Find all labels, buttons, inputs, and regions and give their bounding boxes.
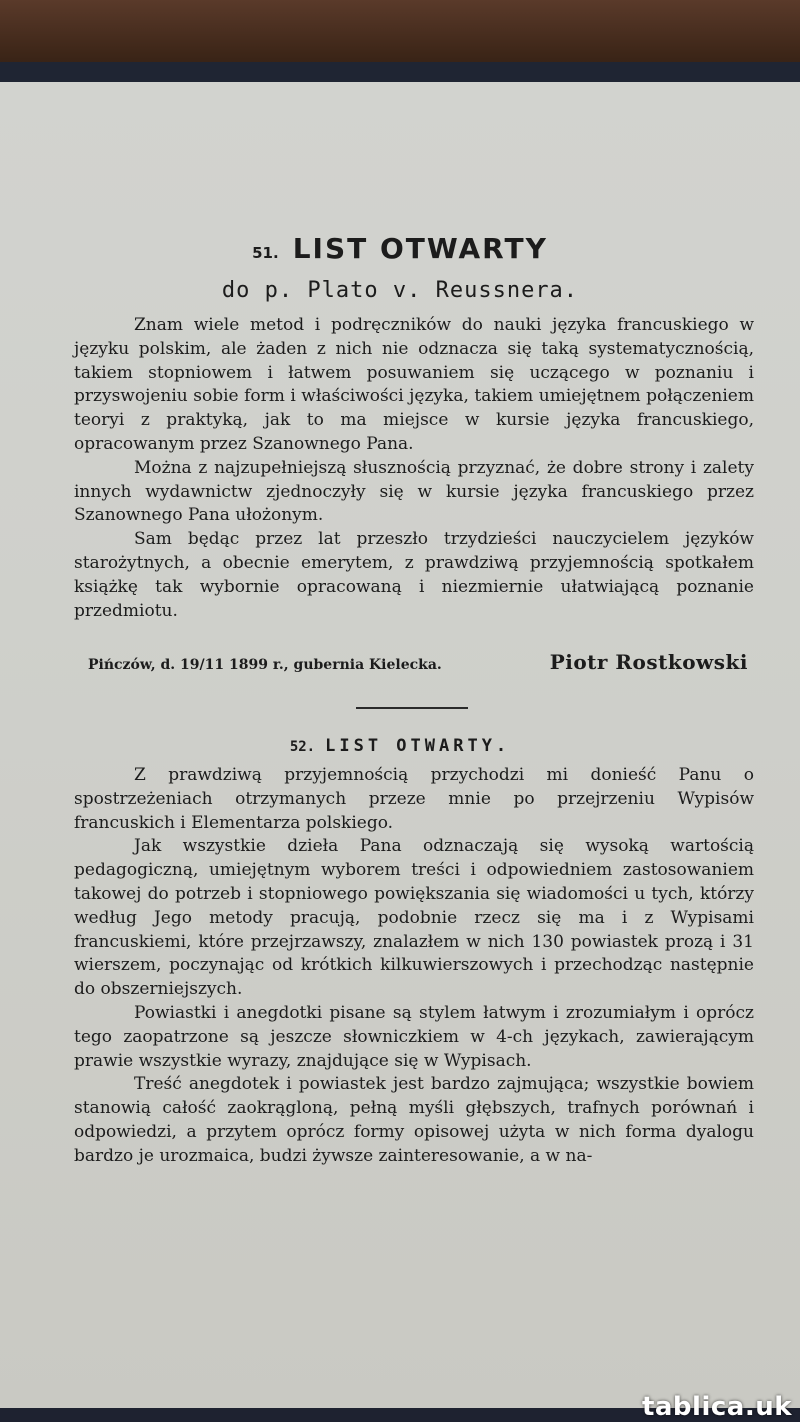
letter-51-heading [0,232,800,265]
letter-52-paragraph: Powiastki i anegdotki pisane są stylem łatwym i zrozumiałym i oprócz tego zaopatrzone są jeszcze słowniczkiem w 4-ch językach, zawierającym prawie wszystkie wyrazy, znajdujące się w Wypisach. [74,1002,754,1071]
letter-51-paragraph: Można z najzupełniejszą słusznością przyznać, że dobre strony i zalety innych wydawnictw zjednoczyły się w kursie języka francuskiego przez Szanownego Pana ułożonym. [74,457,754,526]
letter-52-heading [0,736,800,756]
watermark-logo: tablica.uk [641,1392,792,1422]
letter-51-paragraph: Znam wiele metod i podręczników do nauki języka francuskiego w języku polskim, ale żaden z nich nie odznacza się taką systematycznością, takiem stopniowem i łatwem posuwaniem się uczącego w poznaniu i przyswojeniu sobie form i właściwości języka, takiem umiejętnem połączeniem teoryi z praktyką, jak to ma miejsce w kursie języka francuskiego, opracowanym przez Szanownego Pana. [74,315,754,454]
letter-51-signature: Piotr Rostkowski [549,650,748,674]
letter-51-body [74,314,754,623]
letter-52-number: 52. [289,739,316,755]
letter-51-place-date: Pińczów, d. 19/11 1899 r., gubernia Kielecka. [88,657,442,673]
letter-51-paragraph: Sam będąc przez lat przeszło trzydzieści nauczycielem języków starożytnych, a obecnie emerytem, z prawdziwą przyjemnością spotkałem książkę tak wybornie opracowaną i niezmiernie ułatwiającą poznanie przedmiotu. [74,529,754,621]
letter-52-paragraph: Z prawdziwą przyjemnością przychodzi mi donieść Panu o spostrzeżeniach otrzymanych przeze mnie po przejrzeniu Wypisów francuskich i Elementarza polskiego. [74,765,754,833]
letter-52-paragraph: Treść anegdotek i powiastek jest bardzo zajmująca; wszystkie bowiem stanowią całość zaokrągloną, pełną myśli głębszych, trafnych porównań i odpowiedzi, a przytem oprócz formy opisowej użyta w nich forma dyalogu bardzo je urozmaica, budzi żywsze zainteresowanie, a w na- [74,1074,754,1166]
section-divider [356,707,468,709]
letter-51-title: LIST OTWARTY [292,232,548,265]
letter-52-title: LIST OTWARTY. [325,736,511,756]
letter-51-signature-line [88,650,748,674]
letter-51-addressee: do p. Plato v. Reussnera. [221,278,579,303]
letter-52-body [74,764,754,1169]
book-page [0,82,800,1412]
letter-52-paragraph: Jak wszystkie dzieła Pana odznaczają się wysoką wartością pedagogiczną, umiejętnym wyborem treści i odpowiedniem zastosowaniem takowej do potrzeb i stopniowego powiększania się wiadomości u tych, którzy według Jego metody pracują, podobnie rzecz się ma i z Wypisami francuskiemi, które przejrzawszy, znalazłem w nich 130 powiastek prozą i 31 wierszem, poczynając od krótkich kilkuwierszowych i przechodząc następnie do obszerniejszych. [74,836,754,1000]
letter-51-number: 51. [252,244,279,262]
